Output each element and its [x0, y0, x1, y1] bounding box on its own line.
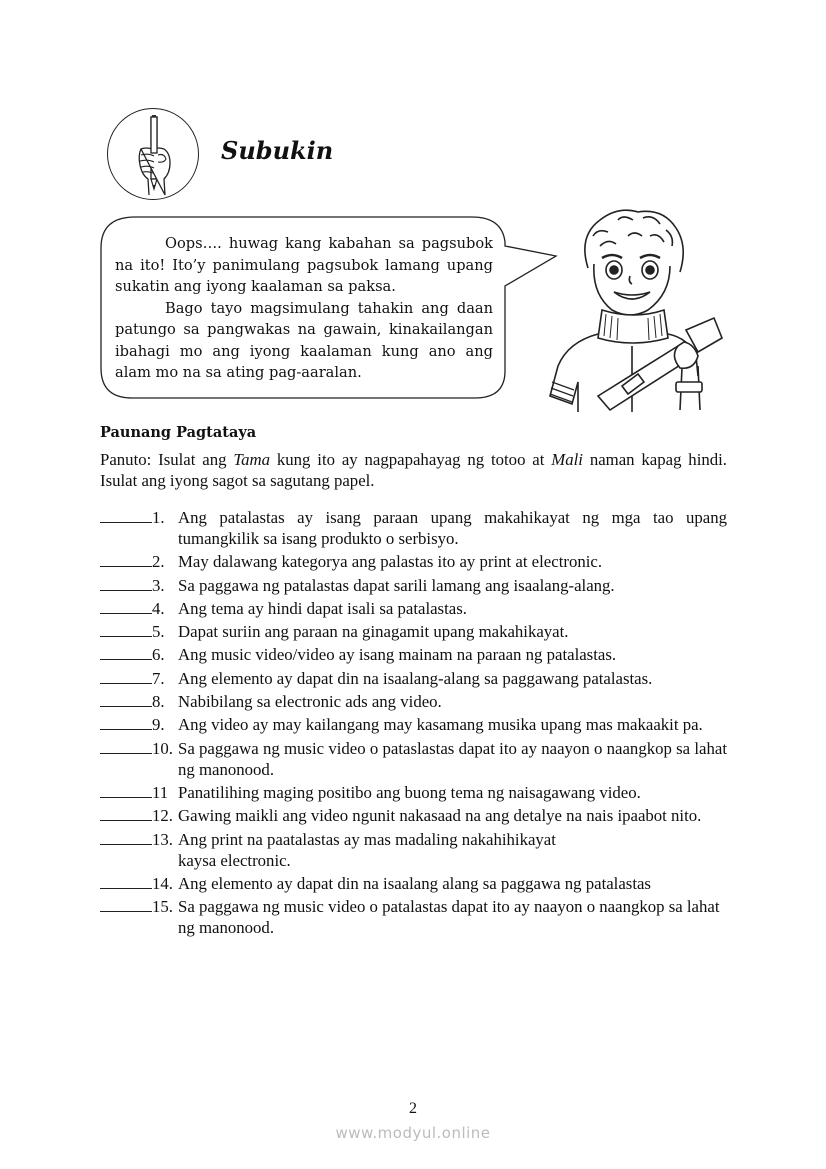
question-text: Sa paggawa ng music video o patalastas dapat ito ay naayon o naangkop sa lahat ng manonood. — [178, 897, 720, 938]
question-text: Ang music video/video ay isang mainam na paraan ng patalastas. — [178, 645, 617, 665]
question-text: Ang print na paatalastas ay mas madaling nakahihikayat kaysa electronic. — [178, 829, 556, 870]
question-item — [100, 714, 727, 735]
question-item — [100, 805, 727, 826]
question-item — [100, 896, 727, 938]
question-item — [100, 829, 727, 871]
question-list — [100, 507, 727, 940]
question-number: 6. — [152, 645, 165, 665]
answer-blank[interactable] — [100, 873, 152, 889]
question-number: 2. — [152, 552, 165, 572]
bubble-paragraph: Bago tayo magsimulang tahakin ang daan patungo sa pangwakas na gawain, kinakailangan ibahagi mo ang iyong kaalaman kung ano ang alam mo na sa ating pag-aaralan. — [115, 299, 493, 381]
question-number: 8. — [152, 692, 165, 712]
question-text: Ang tema ay hindi dapat isali sa patalastas. — [178, 598, 467, 618]
question-item — [100, 873, 727, 894]
answer-blank[interactable] — [100, 782, 152, 798]
bubble-paragraph: Oops…. huwag kang kabahan sa pagsubok na ito! Ito’y panimulang pagsubok lamang upang sukatin ang iyong kaalaman sa paksa. — [115, 235, 493, 295]
question-item — [100, 668, 727, 689]
question-text: Panatilihing maging positibo ang buong tema ng naisagawang video. — [178, 782, 641, 802]
page-number: 2 — [409, 1100, 417, 1117]
question-item — [100, 621, 727, 642]
question-text: May dalawang kategorya ang palastas ito ay print at electronic. — [178, 552, 603, 572]
question-text: Sa paggawa ng patalastas dapat sarili lamang ang isaalang-alang. — [178, 575, 615, 595]
question-text: Nabibilang sa electronic ads ang video. — [178, 692, 442, 712]
question-text: Ang elemento ay dapat din na isaalang alang sa paggawa ng patalastas — [178, 873, 651, 893]
question-number: 15. — [152, 897, 173, 917]
instructions-suffix: naman kapag hindi. Isulat ang iyong sagot sa sagutang papel. — [100, 450, 727, 490]
question-text: Ang patalastas ay isang paraan upang makahikayat ng mga tao upang tumangkilik sa isang produkto o serbisyo. — [178, 508, 727, 548]
answer-blank[interactable] — [100, 896, 152, 912]
instructions-prefix: Panuto: Isulat ang — [100, 450, 234, 469]
answer-blank[interactable] — [100, 575, 152, 591]
answer-blank[interactable] — [100, 668, 152, 684]
answer-blank[interactable] — [100, 621, 152, 637]
watermark: www.modyul.online — [335, 1124, 491, 1142]
question-text: Gawing maikli ang video ngunit nakasaad na ang detalye na nais ipaabot nito. — [178, 806, 702, 826]
assessment-heading: Paunang Pagtataya — [100, 424, 257, 441]
question-number: 1. — [152, 508, 165, 527]
question-number: 4. — [152, 598, 165, 618]
question-number: 9. — [152, 715, 165, 735]
question-text: Ang elemento ay dapat din na isaalang-alang sa paggawang patalastas. — [178, 668, 653, 688]
question-item — [100, 551, 727, 572]
question-item — [100, 691, 727, 712]
answer-blank[interactable] — [100, 507, 152, 523]
question-number: 7. — [152, 668, 165, 688]
question-text: Dapat suriin ang paraan na ginagamit upang makahikayat. — [178, 622, 569, 642]
question-item — [100, 598, 727, 619]
answer-blank[interactable] — [100, 738, 152, 754]
mali-keyword: Mali — [551, 450, 583, 469]
answer-blank[interactable] — [100, 598, 152, 614]
answer-blank[interactable] — [100, 829, 152, 845]
answer-blank[interactable] — [100, 805, 152, 821]
question-item — [100, 507, 727, 549]
question-number: 5. — [152, 622, 165, 642]
speech-bubble-text — [115, 233, 493, 384]
answer-blank[interactable] — [100, 551, 152, 567]
instructions-middle: kung ito ay nagpapahayag ng totoo at — [270, 450, 552, 469]
question-number: 12. — [152, 806, 173, 826]
question-item — [100, 782, 727, 803]
question-number: 3. — [152, 575, 165, 595]
answer-blank[interactable] — [100, 691, 152, 707]
instructions — [100, 449, 727, 491]
question-item — [100, 738, 727, 780]
question-text: Sa paggawa ng music video o pataslastas dapat ito ay naayon o naangkop sa lahat ng manonood. — [178, 738, 727, 779]
question-number: 11 — [152, 782, 169, 802]
answer-blank[interactable] — [100, 644, 152, 660]
question-item — [100, 575, 727, 596]
tama-keyword: Tama — [233, 450, 271, 469]
hand-holding-pencil-icon — [107, 108, 199, 200]
question-number: 14. — [152, 873, 173, 893]
section-title: Subukin — [221, 136, 334, 165]
question-text: Ang video ay may kailangang may kasamang musika upang mas makaakit pa. — [178, 715, 703, 735]
question-item — [100, 644, 727, 665]
question-number: 13. — [152, 829, 173, 849]
student-character-illustration — [538, 206, 723, 412]
answer-blank[interactable] — [100, 714, 152, 730]
question-number: 10. — [152, 738, 173, 758]
